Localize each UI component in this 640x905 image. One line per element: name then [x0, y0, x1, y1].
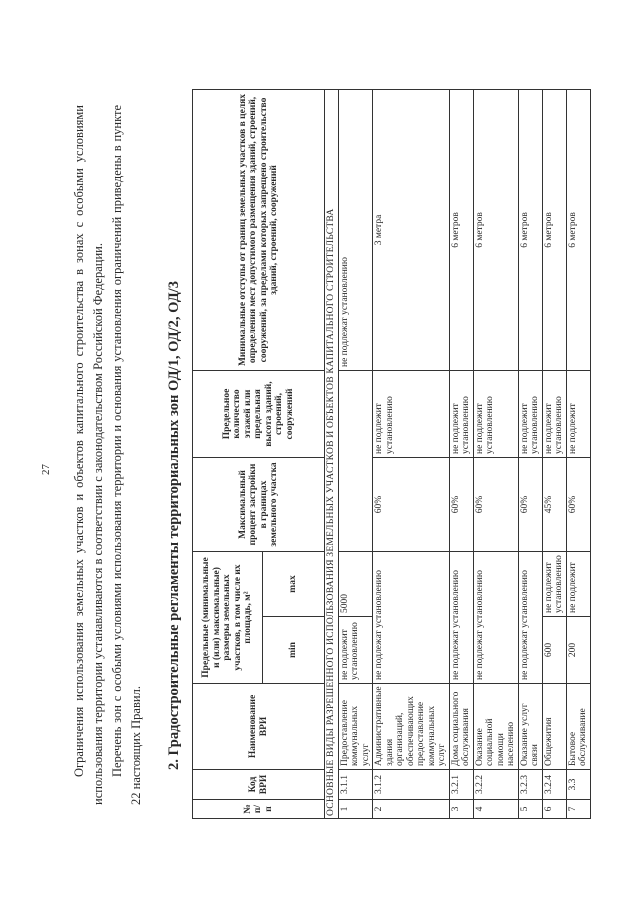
- row-num: 1: [338, 800, 373, 819]
- row-height: не подлежит установлению: [518, 371, 542, 458]
- row-setback: 6 метров: [542, 89, 566, 370]
- row-height: не подлежит: [566, 371, 590, 458]
- row-setback: 6 метров: [449, 89, 473, 370]
- row-setback: 6 метров: [473, 89, 518, 370]
- row-percent: 60%: [373, 458, 450, 552]
- header-percent: Максимальный процент застройки в границах земельного участка: [193, 458, 325, 552]
- row-name: Оказание услуг связи: [518, 684, 542, 770]
- table-row: [518, 89, 542, 818]
- row-num: 4: [473, 800, 518, 819]
- row-percent: 60%: [473, 458, 518, 552]
- row-setback: 6 метров: [566, 89, 590, 370]
- row-name: Административные здания организаций, обеспечивающих предоставление коммунальных услуг: [373, 684, 450, 770]
- table-row: [373, 89, 450, 818]
- header-code: Код ВРИ: [193, 770, 325, 800]
- table-row: [338, 89, 373, 818]
- row-name: Оказание социальной помощи населению: [473, 684, 518, 770]
- row-name: Дома социального обслуживания: [449, 684, 473, 770]
- paragraph-zones-list: Перечень зон с особыми условиями использования территории и основания установления ограничений приведены в пункте 22 настоящих Правил.: [110, 105, 143, 805]
- row-name: Бытовое обслуживание: [566, 684, 590, 770]
- row-code: 3.1.2: [373, 770, 450, 800]
- row-code: 3.2.4: [542, 770, 566, 800]
- row-percent: 60%: [449, 458, 473, 552]
- row-setback: 3 метра: [373, 89, 450, 370]
- page-number: 27: [40, 464, 52, 475]
- row-max: не подлежит: [566, 552, 590, 617]
- header-setback: Минимальные отступы от границ земельных участков в целях определения мест допустимого размещения зданий, строений, сооружений, за пределами которых запрещено строительство зданий, строений, сооружений: [193, 89, 325, 370]
- header-max: max: [263, 552, 325, 617]
- header-size: Предельные (минимальные и (или) максимальные) размеры земельных участков, в том числе их площадь, м²: [193, 552, 263, 684]
- table-row: [449, 89, 473, 818]
- row-min: 600: [542, 617, 566, 684]
- row-code: 3.3: [566, 770, 590, 800]
- header-num: № п/п: [193, 800, 325, 819]
- row-min: не подлежат установлению: [449, 552, 473, 684]
- row-min: 200: [566, 617, 590, 684]
- row-code: 3.2.1: [449, 770, 473, 800]
- row-percent: 45%: [542, 458, 566, 552]
- section-heading: 2. Градостроительные регламенты территориальных зон ОД/1, ОД/2, ОД/3: [166, 281, 182, 770]
- regulations-table: [192, 89, 591, 819]
- row-height: не подлежат установлению: [338, 89, 373, 370]
- row-percent: 60%: [518, 458, 542, 552]
- row-min: не подлежат установлению: [473, 552, 518, 684]
- row-code: 3.2.2: [473, 770, 518, 800]
- row-height: не подлежит установлению: [542, 371, 566, 458]
- row-percent: 60%: [566, 458, 590, 552]
- row-code: 3.1.1: [338, 770, 373, 800]
- row-num: 2: [373, 800, 450, 819]
- header-height: Предельное количество этажей или предельная высота зданий, строений, сооружений: [193, 371, 325, 458]
- row-num: 7: [566, 800, 590, 819]
- row-max: 5000: [338, 552, 373, 617]
- row-min: не подлежат установлению: [518, 552, 542, 684]
- table-row: [566, 89, 590, 818]
- row-num: 3: [449, 800, 473, 819]
- section-title: ОСНОВНЫЕ ВИДЫ РАЗРЕШЕННОГО ИСПОЛЬЗОВАНИЯ ЗЕМЕЛЬНЫХ УЧАСТКОВ И ОБЪЕКТОВ КАПИТАЛЬНОГО СТРОИТЕЛЬСТВА: [325, 89, 339, 818]
- row-max: не подлежит установлению: [542, 552, 566, 617]
- header-name: Наименование ВРИ: [193, 684, 325, 770]
- row-min: не подлежит установлению: [338, 617, 373, 684]
- row-name: Предоставление коммунальных услуг: [338, 684, 373, 770]
- row-code: 3.2.3: [518, 770, 542, 800]
- row-num: 5: [518, 800, 542, 819]
- row-name: Общежития: [542, 684, 566, 770]
- row-height: не подлежит установлению: [373, 371, 450, 458]
- row-height: не подлежит установлению: [449, 371, 473, 458]
- paragraph-restrictions: Ограничения использования земельных участков и объектов капитального строительства в зонах с особыми условиями использования территории устанавливаются в соответствии с законодательством Российской Федерации.: [72, 105, 105, 805]
- table-row: [542, 89, 566, 818]
- header-min: min: [263, 617, 325, 684]
- row-min: не подлежат установлению: [373, 552, 450, 684]
- row-num: 6: [542, 800, 566, 819]
- row-percent: [338, 371, 373, 552]
- row-setback: 6 метров: [518, 89, 542, 370]
- row-height: не подлежит установлению: [473, 371, 518, 458]
- table-row: [473, 89, 518, 818]
